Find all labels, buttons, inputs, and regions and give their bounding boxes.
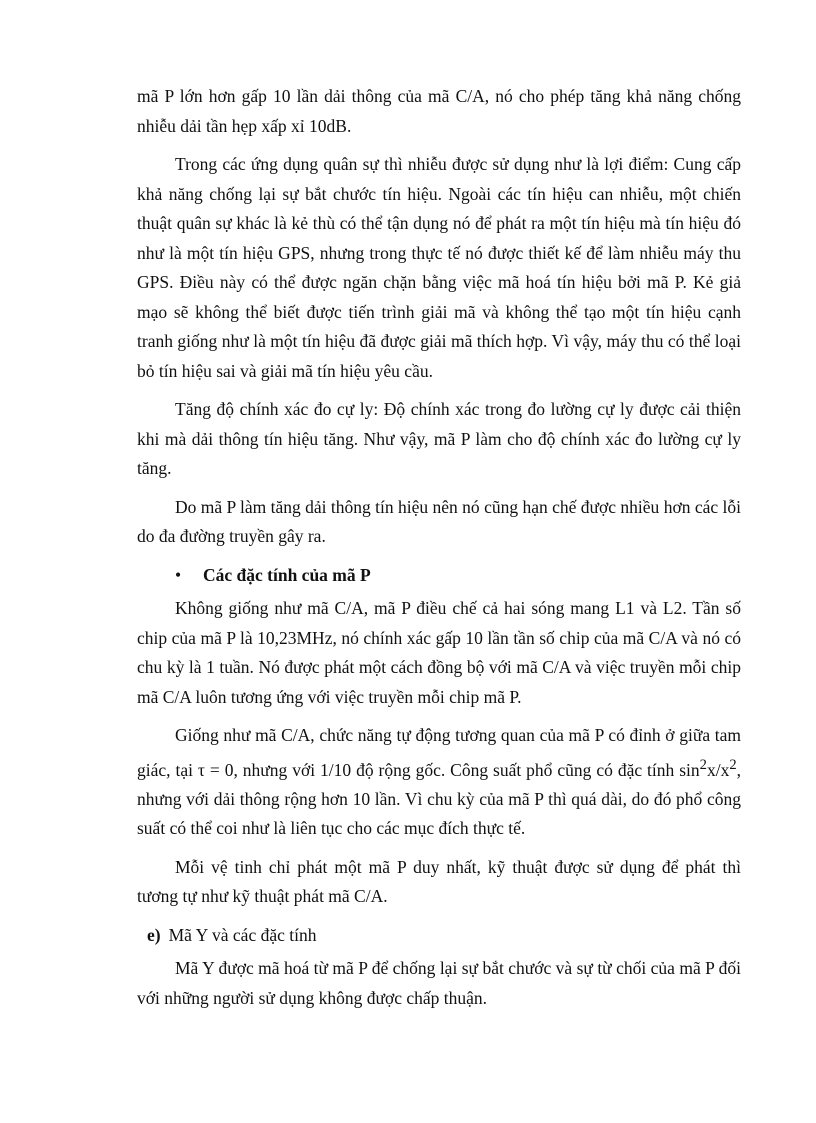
section-title: Mã Y và các đặc tính: [168, 924, 317, 945]
paragraph-5: Không giống như mã C/A, mã P điều chế cả hai sóng mang L1 và L2. Tần số chip của mã P là 10,23MHz, nó chính xác gấp 10 lần tần số chip của mã C/A và nó có chu kỳ là 1 tuần. Nó được phát một cách đồng bộ với mã C/A và việc truyền mỗi chip mã C/A luôn tương ứng với việc truyền mỗi chip mã P.: [137, 598, 741, 707]
paragraph-8: Mã Y được mã hoá từ mã P để chống lại sự bắt chước và sự từ chối của mã P đối với những người sử dụng không được chấp thuận.: [137, 958, 741, 1008]
superscript-1: 2: [699, 756, 707, 773]
paragraph-3: Tăng độ chính xác đo cự ly: Độ chính xác trong đo lường cự ly được cải thiện khi mà dải thông tín hiệu tăng. Như vậy, mã P làm cho độ chính xác đo lường cự ly tăng.: [137, 399, 741, 478]
bullet-icon: •: [175, 564, 182, 585]
bullet-heading: [137, 561, 741, 591]
paragraph-7: Mỗi vệ tinh chỉ phát một mã P duy nhất, kỹ thuật được sử dụng để phát thì tương tự như kỹ thuật phát mã C/A.: [137, 856, 741, 907]
paragraph-6-part-a: Giống như mã C/A, chức năng tự động tương quan của mã P có đỉnh ở giữa tam giác, tại τ = 0, nhưng với 1/10 độ rộng gốc. Công suất phổ cũng có đặc tính sin: [137, 725, 741, 780]
section-heading: [137, 921, 741, 951]
superscript-2: 2: [729, 756, 737, 773]
paragraph-6: [137, 721, 741, 844]
paragraph-4: Do mã P làm tăng dải thông tín hiệu nên nó cũng hạn chế được nhiều hơn các lỗi do đa đường truyền gây ra.: [137, 496, 741, 546]
bullet-heading-text: Các đặc tính của mã P: [203, 564, 371, 585]
document-page: [137, 82, 741, 1022]
section-letter: e): [147, 924, 161, 945]
paragraph-1: mã P lớn hơn gấp 10 lần dải thông của mã C/A, nó cho phép tăng khả năng chống nhiễu dải tần hẹp xấp xỉ 10dB.: [137, 86, 741, 136]
paragraph-6-part-c: , nhưng với dải thông rộng hơn 10 lần. Vì chu kỳ của mã P thì quá dài, do đó phổ công suất có thể coi như là liên tục cho các mục đích thực tế.: [137, 759, 741, 839]
paragraph-6-part-b: x/x: [706, 759, 730, 780]
paragraph-2: Trong các ứng dụng quân sự thì nhiễu được sử dụng như là lợi điểm: Cung cấp khả năng chống lại sự bắt chước tín hiệu. Ngoài các tín hiệu can nhiễu, một chiến thuật quân sự khác là kẻ thù có thể tận dụng nó để phát ra một tín hiệu mà tín hiệu đó như là một tín hiệu GPS, nhưng trong thực tế nó được thiết kế để làm nhiễu máy thu GPS. Điều này có thể được ngăn chặn bằng việc mã hoá tín hiệu bởi mã P. Kẻ giả mạo sẽ không thể biết được tiến trình giải mã và không thể tạo một tín hiệu cạnh tranh giống như là một tín hiệu đã được giải mã thích hợp. Vì vậy, máy thu có thể loại bỏ tín hiệu sai và giải mã tín hiệu yêu cầu.: [137, 154, 741, 381]
